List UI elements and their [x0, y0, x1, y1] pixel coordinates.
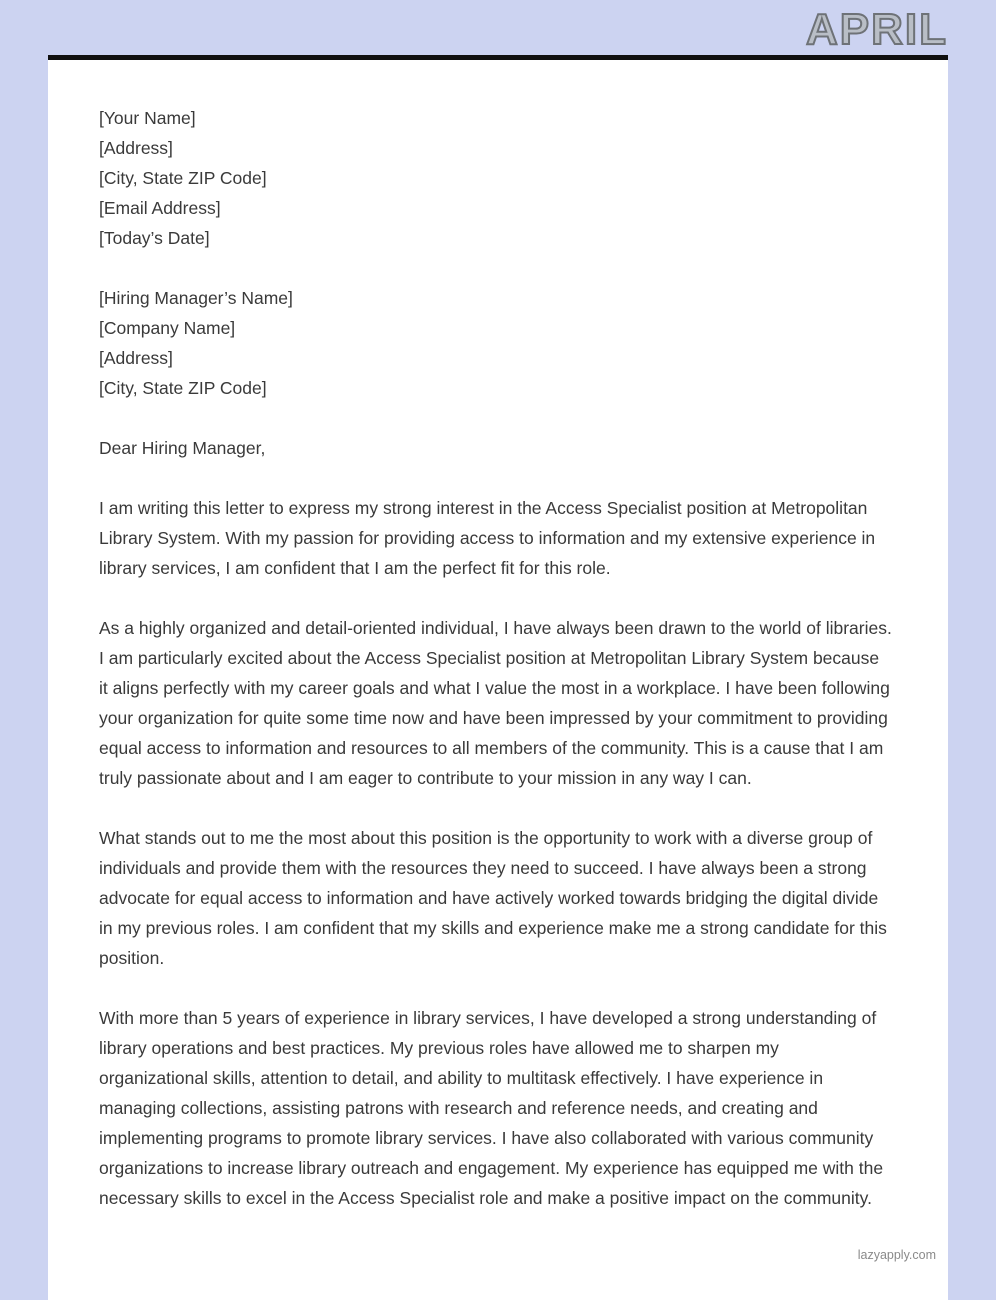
recipient-company-line: [Company Name]	[99, 318, 236, 338]
sender-address-line: [Address]	[99, 138, 173, 158]
cover-letter-page	[48, 55, 948, 1300]
salutation-line: Dear Hiring Manager,	[99, 438, 266, 458]
sender-email-line: [Email Address]	[99, 198, 221, 218]
paragraph-fit: What stands out to me the most about this position is the opportunity to work with a diverse group of individuals and provide them with the resources they need to succeed. I have always been a strong advocate for equal access to information and have actively worked towards bridging the digital divide in my previous roles. I am confident that my skills and experience make me a strong candidate for this position.	[99, 828, 887, 968]
paragraph-experience: With more than 5 years of experience in library services, I have developed a strong understanding of library operations and best practices. My previous roles have allowed me to sharpen my organizational skills, attention to detail, and ability to multitask effectively. I have experience in managing collections, assisting patrons with research and reference needs, and creating and implementing programs to promote library services. I have also collaborated with various community organizations to increase library outreach and engagement. My experience has equipped me with the necessary skills to excel in the Access Specialist role and make a positive impact on the community.	[99, 1008, 884, 1208]
recipient-manager-line: [Hiring Manager’s Name]	[99, 288, 293, 308]
brand-logo: APRIL	[806, 5, 948, 54]
recipient-address-line: [Address]	[99, 348, 173, 368]
watermark-text: lazyapply.com	[857, 1248, 936, 1262]
paragraph-interest: I am writing this letter to express my strong interest in the Access Specialist position at Metropolitan Library System. With my passion for providing access to information and my extensive experience in library services, I am confident that I am the perfect fit for this role.	[99, 498, 876, 578]
sender-name-line: [Your Name]	[99, 108, 196, 128]
recipient-city-line: [City, State ZIP Code]	[99, 378, 267, 398]
recipient-block	[99, 283, 892, 403]
paragraph-motivation: As a highly organized and detail-oriented individual, I have always been drawn to the world of libraries. I am particularly excited about the Access Specialist position at Metropolitan Library System because it aligns perfectly with my career goals and what I value the most in a workplace. I have been following your organization for quite some time now and have been impressed by your commitment to providing equal access to information and resources to all members of the community. This is a cause that I am truly passionate about and I am eager to contribute to your mission in any way I can.	[99, 618, 892, 788]
cover-letter-body	[48, 60, 948, 1213]
sender-city-line: [City, State ZIP Code]	[99, 168, 267, 188]
sender-block	[99, 103, 892, 253]
sender-date-line: [Today’s Date]	[99, 228, 210, 248]
